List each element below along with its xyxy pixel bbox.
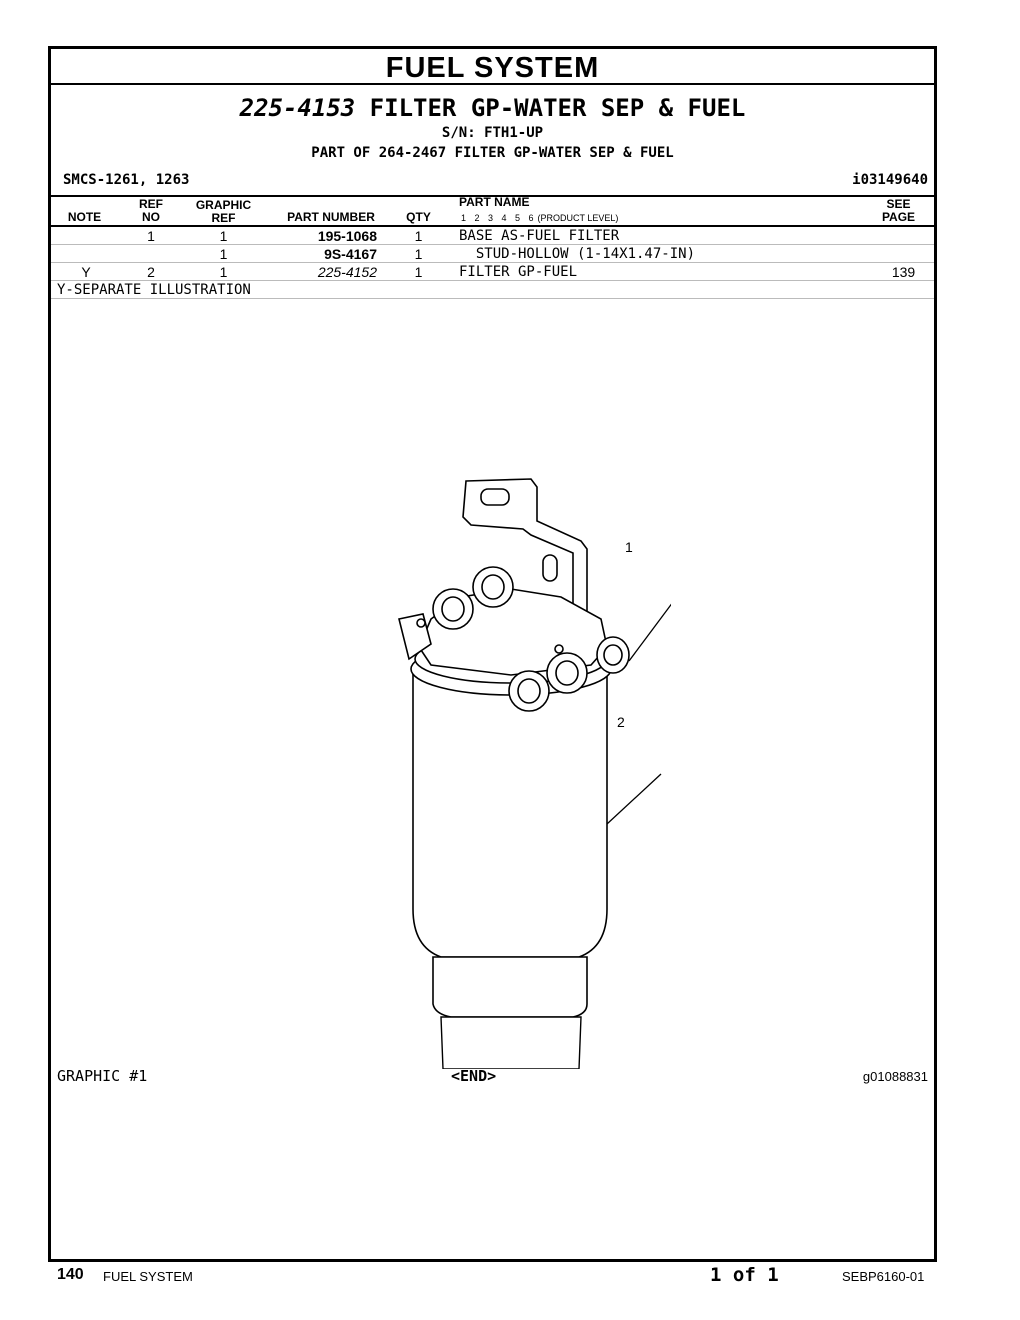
page-number: 140 xyxy=(57,1266,84,1283)
graphic-ref: 1 xyxy=(219,246,228,262)
graphic-label: GRAPHIC #1 xyxy=(57,1067,148,1085)
port-fitting xyxy=(482,575,504,599)
qty: 1 xyxy=(414,246,423,262)
drain-base xyxy=(441,1017,581,1069)
col-note: NOTE xyxy=(67,210,102,224)
smcs-codes: SMCS-1261, 1263 xyxy=(63,172,190,188)
col-part-name: PART NAME xyxy=(459,195,530,209)
port-fitting xyxy=(556,661,578,685)
serial-range: S/N: FTH1-UP xyxy=(441,125,544,141)
document-id: SEBP6160-01 xyxy=(842,1269,925,1284)
note-legend: Y-SEPARATE ILLUSTRATION xyxy=(57,282,251,298)
callout-1: 1 xyxy=(625,539,633,555)
part-number: 195-1068 xyxy=(317,228,377,244)
part-name: BASE AS-FUEL FILTER xyxy=(459,228,620,244)
bracket-slot xyxy=(481,489,509,505)
col-qty: QTY xyxy=(406,210,431,224)
section-title: FUEL SYSTEM xyxy=(51,49,934,85)
note: Y xyxy=(81,264,91,280)
port-fitting xyxy=(518,679,540,703)
screw xyxy=(555,645,563,653)
filter-bowl xyxy=(413,669,607,957)
bracket-slot xyxy=(543,555,557,581)
row-divider xyxy=(51,298,934,299)
footer-section: FUEL SYSTEM xyxy=(103,1269,193,1284)
callout-leader-1 xyxy=(629,602,671,661)
col-graphic-ref: GRAPHIC REF xyxy=(195,198,252,225)
page-of: 1 of 1 xyxy=(710,1264,779,1286)
see-page: 139 xyxy=(891,264,916,280)
ref-no: 2 xyxy=(147,264,155,280)
ref-no: 1 xyxy=(147,228,155,244)
page-frame xyxy=(48,46,937,1262)
product-levels: 1 2 3 4 5 6 (PRODUCT LEVEL) xyxy=(461,213,619,223)
part-heading xyxy=(51,94,934,122)
illustration-id: i03149640 xyxy=(852,172,928,188)
part-number: 225-4152 xyxy=(317,264,377,280)
filter-neck xyxy=(433,957,587,1017)
graphic-ref: 1 xyxy=(219,264,228,280)
part-name: STUD-HOLLOW (1-14X1.47-IN) xyxy=(459,246,696,262)
part-name: FILTER GP-FUEL xyxy=(459,264,578,280)
callout-2: 2 xyxy=(617,714,625,730)
qty: 1 xyxy=(414,228,423,244)
col-ref-no: REF NO xyxy=(139,197,163,224)
part-number-heading: 225-4153 xyxy=(239,94,356,122)
col-part-number: PART NUMBER xyxy=(287,210,375,224)
part-title: FILTER GP-WATER SEP & FUEL xyxy=(369,94,746,122)
callout-leader-2 xyxy=(607,774,661,824)
screw xyxy=(417,619,425,627)
fuel-filter-illustration xyxy=(311,469,671,1069)
graphic-ref: 1 xyxy=(219,228,228,244)
qty: 1 xyxy=(414,264,423,280)
part-number: 9S-4167 xyxy=(324,246,377,262)
part-of-line: PART OF 264-2467 FILTER GP-WATER SEP & FUEL xyxy=(311,145,674,161)
col-see-page: SEE PAGE xyxy=(881,197,916,224)
port-fitting xyxy=(442,597,464,621)
end-marker: <END> xyxy=(451,1067,497,1085)
port-fitting xyxy=(604,645,622,665)
graphic-id: g01088831 xyxy=(862,1069,928,1084)
